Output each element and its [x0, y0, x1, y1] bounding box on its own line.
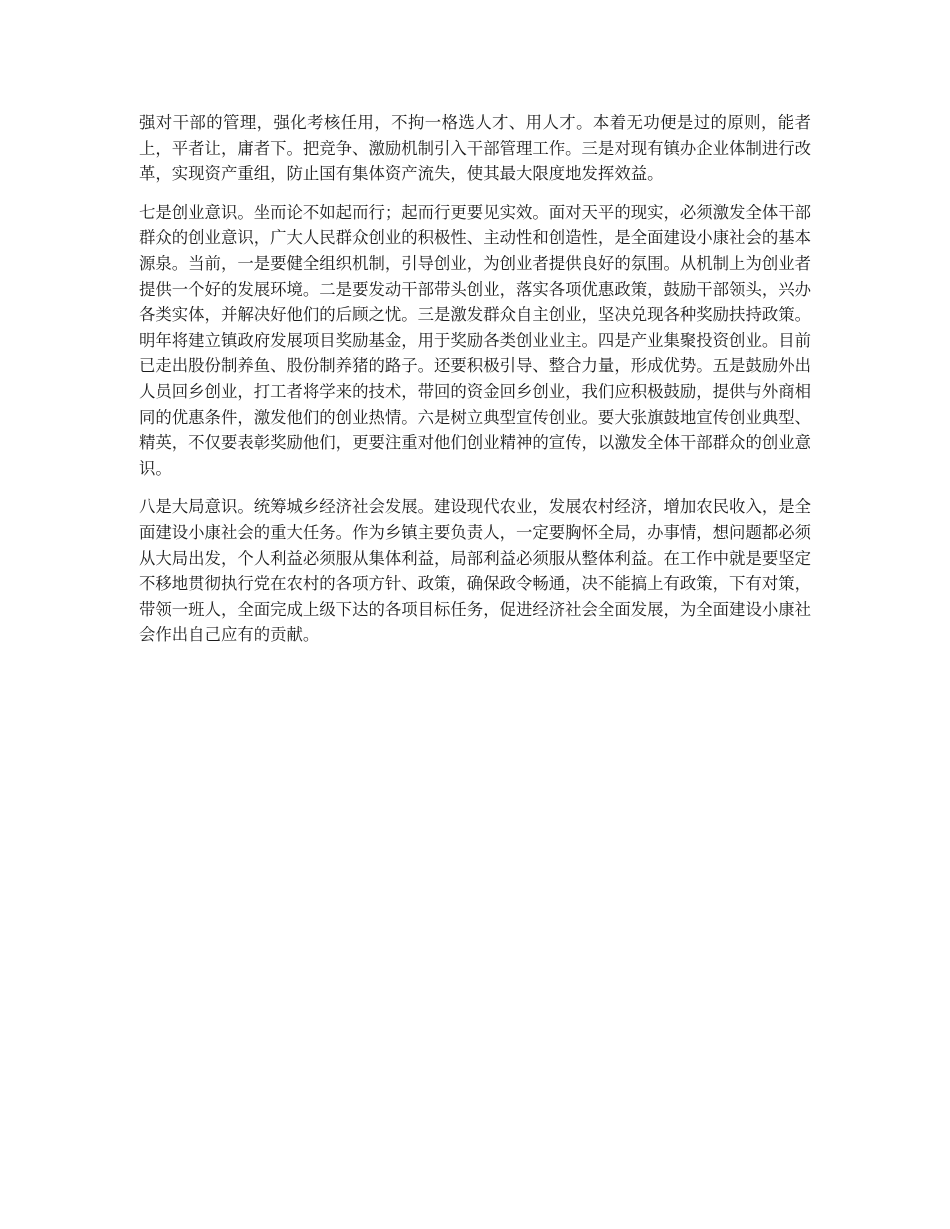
document-body	[139, 110, 811, 661]
paragraph-entrepreneurship-awareness: 七是创业意识。坐而论不如起而行；起而行更要见实效。面对天平的现实，必须激发全体干部群众的创业意识，广大人民群众创业的积极性、主动性和创造性，是全面建设小康社会的基本源泉。当前，一是要健全组织机制，引导创业，为创业者提供良好的氛围。从机制上为创业者提供一个好的发展环境。二是要发动干部带头创业，落实各项优惠政策，鼓励干部领头，兴办各类实体，并解决好他们的后顾之忧。三是激发群众自主创业，坚决兑现各种奖励扶持政策。明年将建立镇政府发展项目奖励基金，用于奖励各类创业业主。四是产业集聚投资创业。目前已走出股份制养鱼、股份制养猪的路子。还要积极引导、整合力量，形成优势。五是鼓励外出人员回乡创业，打工者将学来的技术，带回的资金回乡创业，我们应积极鼓励，提供与外商相同的优惠条件，激发他们的创业热情。六是树立典型宣传创业。要大张旗鼓地宣传创业典型、精英，不仅要表彰奖励他们，更要注重对他们创业精神的宣传，以激发全体干部群众的创业意识。	[139, 202, 812, 478]
paragraph-overall-awareness: 八是大局意识。统筹城乡经济社会发展。建设现代农业，发展农村经济，增加农民收入，是全面建设小康社会的重大任务。作为乡镇主要负责人，一定要胸怀全局，办事情，想问题都必须从大局出发，个人利益必须服从集体利益，局部利益必须服从整体利益。在工作中就是要坚定不移地贯彻执行党在农村的各项方针、政策，确保政令畅通，决不能搞上有政策，下有对策，带领一班人，全面完成上级下达的各项目标任务，促进经济社会全面发展，为全面建设小康社会作出自己应有的贡献。	[139, 497, 812, 645]
paragraph-cadre-management: 强对干部的管理，强化考核任用，不拘一格选人才、用人才。本着无功便是过的原则，能者上，平者让，庸者下。把竞争、激励机制引入干部管理工作。三是对现有镇办企业体制进行改革，实现资产重组，防止国有集体资产流失，使其最大限度地发挥效益。	[139, 113, 812, 184]
